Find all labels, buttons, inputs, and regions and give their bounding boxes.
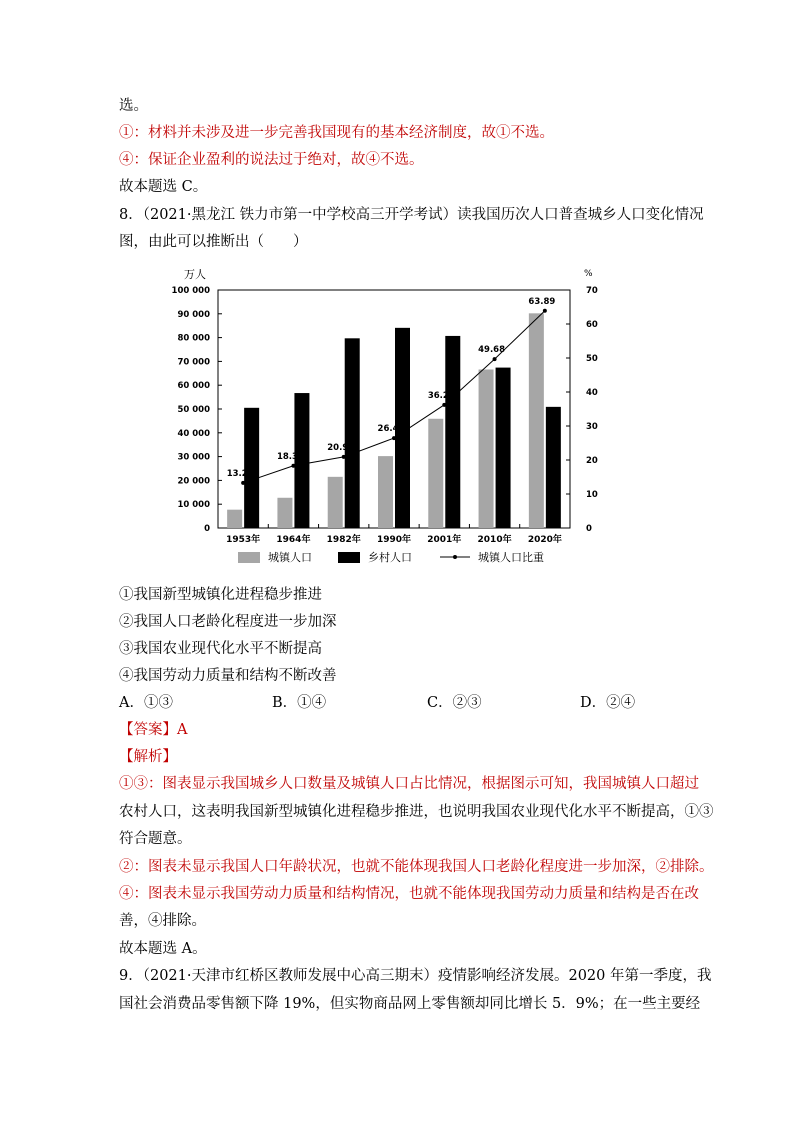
bar-urban (529, 313, 544, 528)
y-left-tick-label: 20 000 (177, 476, 210, 487)
bar-urban (378, 456, 393, 528)
population-chart (170, 262, 610, 572)
legend-label-urban: 城镇人口 (268, 551, 312, 564)
x-tick-label: 1982年 (326, 535, 361, 545)
bar-rural (244, 408, 259, 528)
bar-rural (496, 368, 511, 528)
plot-frame (218, 290, 570, 528)
question-8-stem-cont: 图，由此可以推断出（ ） (119, 234, 308, 250)
urban-ratio-label: 13.26 (226, 468, 254, 479)
y-right-tick-label: 10 (586, 490, 598, 500)
analysis-line-4: ②：图表未显示我国人口年龄状况，也就不能体现我国人口老龄化程度进一步加深，②排除。 (119, 859, 714, 875)
y-right-tick-label: 70 (586, 286, 598, 296)
urban-ratio-point (543, 309, 547, 313)
bar-urban (428, 419, 443, 528)
conclusion: 故本题选 A。 (119, 941, 207, 957)
bar-urban (328, 477, 343, 528)
y-left-tick-label: 10 000 (177, 500, 210, 511)
statement-4: ④我国劳动力质量和结构不断改善 (119, 668, 337, 684)
bar-rural (345, 338, 360, 528)
urban-ratio-label: 20.91 (327, 442, 355, 453)
prev-analysis-4: ④：保证企业盈利的说法过于绝对，故④不选。 (119, 152, 424, 168)
legend-label-rural: 乡村人口 (368, 551, 412, 564)
legend-label-ratio: 城镇人口比重 (478, 551, 544, 564)
y-left-tick-label: 100 000 (171, 286, 210, 296)
legend-swatch-rural (338, 552, 360, 563)
legend-swatch-urban (238, 552, 260, 563)
analysis-line-1: ①③：图表显示我国城乡人口数量及城镇人口占比情况，根据图示可知，我国城镇人口超过 (119, 776, 699, 792)
y-left-tick-label: 90 000 (177, 309, 210, 320)
question-9-stem: 9．（2021·天津市红桥区教师发展中心高三期末）疫情影响经济发展。2020 年第一季度，我 (119, 968, 712, 984)
prev-analysis-1: ①：材料并未涉及进一步完善我国现有的基本经济制度，故①不选。 (119, 125, 554, 141)
urban-ratio-label: 63.89 (528, 296, 556, 307)
y-right-tick-label: 50 (586, 354, 598, 364)
y-left-tick-label: 0 (204, 524, 210, 534)
urban-ratio-point (342, 455, 346, 459)
question-8-stem: 8．（2021·黑龙江 铁力市第一中学校高三开学考试）读我国历次人口普查城乡人口变化情况 (119, 207, 704, 223)
x-tick-label: 1990年 (376, 535, 412, 545)
analysis-line-3: 符合题意。 (119, 831, 192, 847)
y-left-tick-label: 30 000 (177, 452, 210, 463)
urban-ratio-point (493, 357, 497, 361)
x-tick-label: 2020年 (527, 535, 562, 545)
y-left-tick-label: 50 000 (177, 405, 210, 415)
urban-ratio-point (442, 403, 446, 407)
analysis-line-2: 农村人口，这表明我国新型城镇化进程稳步推进，也说明我国农业现代化水平不断提高，①③ (119, 804, 714, 820)
y-right-tick-label: 20 (586, 456, 598, 466)
bar-rural (445, 336, 460, 528)
analysis-line-5: ④：图表未显示我国劳动力质量和结构情况，也就不能体现我国劳动力质量和结构是否在改 (119, 886, 699, 902)
x-tick-label: 2001年 (427, 535, 462, 545)
urban-ratio-label: 26.44 (377, 424, 405, 435)
y-right-tick-label: 0 (586, 524, 592, 534)
x-tick-label: 1964年 (276, 535, 311, 545)
bar-urban (479, 369, 494, 528)
option-d[interactable]: D．②④ (580, 695, 636, 711)
option-b[interactable]: B．①④ (272, 695, 327, 711)
x-tick-label: 1953年 (226, 535, 261, 545)
legend-swatch-ratio-dot (453, 555, 457, 559)
y-right-tick-label: 40 (586, 388, 598, 398)
y-left-tick-label: 80 000 (177, 333, 210, 344)
prev-answer-tail: 选。 (119, 98, 148, 114)
option-c[interactable]: C．②③ (427, 695, 482, 711)
urban-ratio-point (241, 481, 245, 485)
bar-urban (277, 498, 292, 528)
prev-conclusion: 故本题选 C。 (119, 179, 208, 195)
y-right-tick-label: 30 (586, 422, 598, 432)
y-left-tick-label: 60 000 (177, 381, 210, 392)
y-axis-right-label: % (584, 269, 593, 279)
urban-ratio-label: 36.22 (427, 390, 455, 401)
y-left-tick-label: 70 000 (177, 357, 210, 368)
question-9-stem-cont: 国社会消费品零售额下降 19%，但实物商品网上零售额却同比增长 5．9%；在一些主要经 (119, 996, 701, 1012)
option-a[interactable]: A．①③ (119, 695, 173, 711)
statement-3: ③我国农业现代化水平不断提高 (119, 641, 322, 657)
y-left-tick-label: 40 000 (177, 428, 210, 439)
bar-urban (227, 510, 242, 528)
y-axis-left-label: 万人 (184, 268, 206, 281)
bar-rural (546, 407, 561, 528)
urban-ratio-label: 49.68 (478, 345, 506, 356)
urban-ratio-label: 18.30 (276, 451, 304, 462)
answer-label: 【答案】A (119, 722, 188, 738)
analysis-title: 【解析】 (119, 749, 177, 765)
statement-2: ②我国人口老龄化程度进一步加深 (119, 614, 337, 630)
x-tick-label: 2010年 (477, 535, 512, 545)
urban-ratio-point (291, 464, 295, 468)
y-right-tick-label: 60 (586, 320, 598, 330)
statement-1: ①我国新型城镇化进程稳步推进 (119, 587, 322, 603)
urban-ratio-point (392, 436, 396, 440)
analysis-line-6: 善，④排除。 (119, 913, 206, 929)
